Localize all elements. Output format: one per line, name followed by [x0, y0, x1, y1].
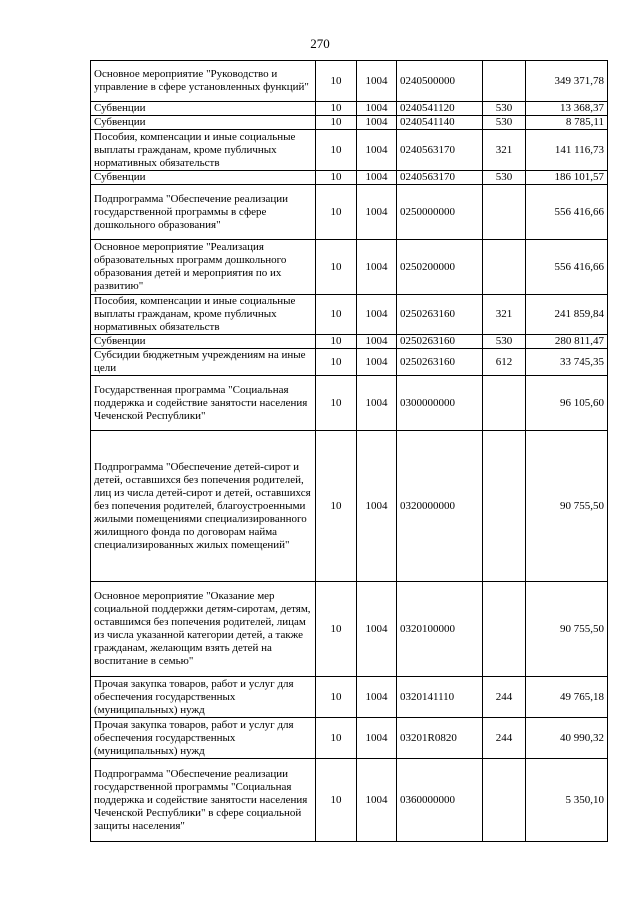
- row-sum-cell: 5 350,10: [526, 759, 608, 842]
- row-subsection-cell: 1004: [357, 582, 397, 677]
- row-target-code-cell: 0240541140: [397, 116, 483, 130]
- row-target-code-cell: 0320141110: [397, 677, 483, 718]
- row-target-code-cell: 0240563170: [397, 130, 483, 171]
- table-row: [91, 185, 608, 240]
- budget-table: [90, 60, 608, 842]
- row-target-code-cell: 0250200000: [397, 240, 483, 295]
- row-sum-cell: 33 745,35: [526, 349, 608, 376]
- row-section-cell: 10: [316, 431, 357, 582]
- table-row: [91, 677, 608, 718]
- row-expense-type-cell: 530: [483, 102, 526, 116]
- row-section-cell: 10: [316, 376, 357, 431]
- row-section-cell: 10: [316, 295, 357, 335]
- table-row: [91, 349, 608, 376]
- row-section-cell: 10: [316, 582, 357, 677]
- row-subsection-cell: 1004: [357, 759, 397, 842]
- table-row: [91, 130, 608, 171]
- row-sum-cell: 90 755,50: [526, 431, 608, 582]
- row-subsection-cell: 1004: [357, 349, 397, 376]
- row-expense-type-cell: 530: [483, 171, 526, 185]
- table-row: [91, 335, 608, 349]
- table-row: [91, 431, 608, 582]
- row-target-code-cell: 0250263160: [397, 295, 483, 335]
- row-sum-cell: 13 368,37: [526, 102, 608, 116]
- row-section-cell: 10: [316, 718, 357, 759]
- row-subsection-cell: 1004: [357, 185, 397, 240]
- row-subsection-cell: 1004: [357, 171, 397, 185]
- row-section-cell: 10: [316, 61, 357, 102]
- row-expense-type-cell: 321: [483, 130, 526, 171]
- table-row: [91, 240, 608, 295]
- row-section-cell: 10: [316, 171, 357, 185]
- row-subsection-cell: 1004: [357, 61, 397, 102]
- row-target-code-cell: 0300000000: [397, 376, 483, 431]
- row-name-cell: Субсидии бюджетным учреждениям на иные цели: [91, 349, 316, 376]
- row-name-cell: Государственная программа "Социальная поддержка и содействие занятости населения Чеченской Республики": [91, 376, 316, 431]
- row-expense-type-cell: 612: [483, 349, 526, 376]
- row-expense-type-cell: 244: [483, 718, 526, 759]
- row-sum-cell: 141 116,73: [526, 130, 608, 171]
- row-subsection-cell: 1004: [357, 116, 397, 130]
- row-expense-type-cell: [483, 61, 526, 102]
- row-section-cell: 10: [316, 116, 357, 130]
- row-sum-cell: 49 765,18: [526, 677, 608, 718]
- row-section-cell: 10: [316, 130, 357, 171]
- row-section-cell: 10: [316, 240, 357, 295]
- row-section-cell: 10: [316, 185, 357, 240]
- row-subsection-cell: 1004: [357, 376, 397, 431]
- table-row: [91, 582, 608, 677]
- row-name-cell: Пособия, компенсации и иные социальные выплаты гражданам, кроме публичных нормативных обязательств: [91, 130, 316, 171]
- row-subsection-cell: 1004: [357, 295, 397, 335]
- row-expense-type-cell: 530: [483, 335, 526, 349]
- row-name-cell: Подпрограмма "Обеспечение реализации государственной программы в сфере дошкольного образования": [91, 185, 316, 240]
- row-sum-cell: 96 105,60: [526, 376, 608, 431]
- row-target-code-cell: 0240541120: [397, 102, 483, 116]
- table-row: [91, 102, 608, 116]
- row-subsection-cell: 1004: [357, 718, 397, 759]
- row-name-cell: Подпрограмма "Обеспечение реализации государственной программы "Социальная поддержка и содействие занятости населения Чеченской Республики" в сфере социальной защиты населения": [91, 759, 316, 842]
- table-row: [91, 718, 608, 759]
- row-sum-cell: 349 371,78: [526, 61, 608, 102]
- row-target-code-cell: 0320000000: [397, 431, 483, 582]
- row-expense-type-cell: [483, 240, 526, 295]
- row-name-cell: Прочая закупка товаров, работ и услуг для обеспечения государственных (муниципальных) нужд: [91, 677, 316, 718]
- row-section-cell: 10: [316, 102, 357, 116]
- row-expense-type-cell: 530: [483, 116, 526, 130]
- row-name-cell: Прочая закупка товаров, работ и услуг для обеспечения государственных (муниципальных) нужд: [91, 718, 316, 759]
- row-target-code-cell: 0250263160: [397, 335, 483, 349]
- row-section-cell: 10: [316, 759, 357, 842]
- row-subsection-cell: 1004: [357, 130, 397, 171]
- row-expense-type-cell: [483, 376, 526, 431]
- row-name-cell: Основное мероприятие "Реализация образовательных программ дошкольного образования детей и мероприятия по их развитию": [91, 240, 316, 295]
- row-subsection-cell: 1004: [357, 677, 397, 718]
- row-name-cell: Субвенции: [91, 335, 316, 349]
- table-row: [91, 295, 608, 335]
- table-row: [91, 759, 608, 842]
- table-row: [91, 376, 608, 431]
- row-sum-cell: 40 990,32: [526, 718, 608, 759]
- budget-table-body: [91, 61, 608, 842]
- row-sum-cell: 280 811,47: [526, 335, 608, 349]
- row-name-cell: Субвенции: [91, 171, 316, 185]
- row-name-cell: Пособия, компенсации и иные социальные выплаты гражданам, кроме публичных нормативных обязательств: [91, 295, 316, 335]
- row-name-cell: Подпрограмма "Обеспечение детей-сирот и детей, оставшихся без попечения родителей, лиц из числа детей-сирот и детей, оставшихся без попечения родителей, благоустроенными жилыми помещениями специализированного жилищного фонда по договорам найма специализированных жилых помещений": [91, 431, 316, 582]
- row-subsection-cell: 1004: [357, 335, 397, 349]
- row-name-cell: Основное мероприятие "Оказание мер социальной поддержки детям-сиротам, детям, оставшимся без попечения родителей, лицам из числа указанной категории детей, а также гражданам, желающим взять детей на воспитание в семью": [91, 582, 316, 677]
- row-expense-type-cell: [483, 759, 526, 842]
- row-target-code-cell: 0240563170: [397, 171, 483, 185]
- table-row: [91, 116, 608, 130]
- row-section-cell: 10: [316, 677, 357, 718]
- table-row: [91, 171, 608, 185]
- row-sum-cell: 90 755,50: [526, 582, 608, 677]
- row-subsection-cell: 1004: [357, 102, 397, 116]
- page-number: 270: [310, 36, 330, 51]
- row-sum-cell: 556 416,66: [526, 185, 608, 240]
- row-expense-type-cell: [483, 582, 526, 677]
- row-target-code-cell: 0360000000: [397, 759, 483, 842]
- row-section-cell: 10: [316, 335, 357, 349]
- table-row: [91, 61, 608, 102]
- row-target-code-cell: 0250000000: [397, 185, 483, 240]
- row-expense-type-cell: [483, 185, 526, 240]
- row-sum-cell: 8 785,11: [526, 116, 608, 130]
- row-target-code-cell: 0250263160: [397, 349, 483, 376]
- row-sum-cell: 556 416,66: [526, 240, 608, 295]
- row-subsection-cell: 1004: [357, 240, 397, 295]
- row-target-code-cell: 0320100000: [397, 582, 483, 677]
- row-target-code-cell: 03201R0820: [397, 718, 483, 759]
- row-subsection-cell: 1004: [357, 431, 397, 582]
- row-sum-cell: 241 859,84: [526, 295, 608, 335]
- row-expense-type-cell: [483, 431, 526, 582]
- row-name-cell: Основное мероприятие "Руководство и управление в сфере установленных функций": [91, 61, 316, 102]
- row-section-cell: 10: [316, 349, 357, 376]
- row-sum-cell: 186 101,57: [526, 171, 608, 185]
- row-expense-type-cell: 321: [483, 295, 526, 335]
- row-name-cell: Субвенции: [91, 102, 316, 116]
- row-expense-type-cell: 244: [483, 677, 526, 718]
- row-name-cell: Субвенции: [91, 116, 316, 130]
- row-target-code-cell: 0240500000: [397, 61, 483, 102]
